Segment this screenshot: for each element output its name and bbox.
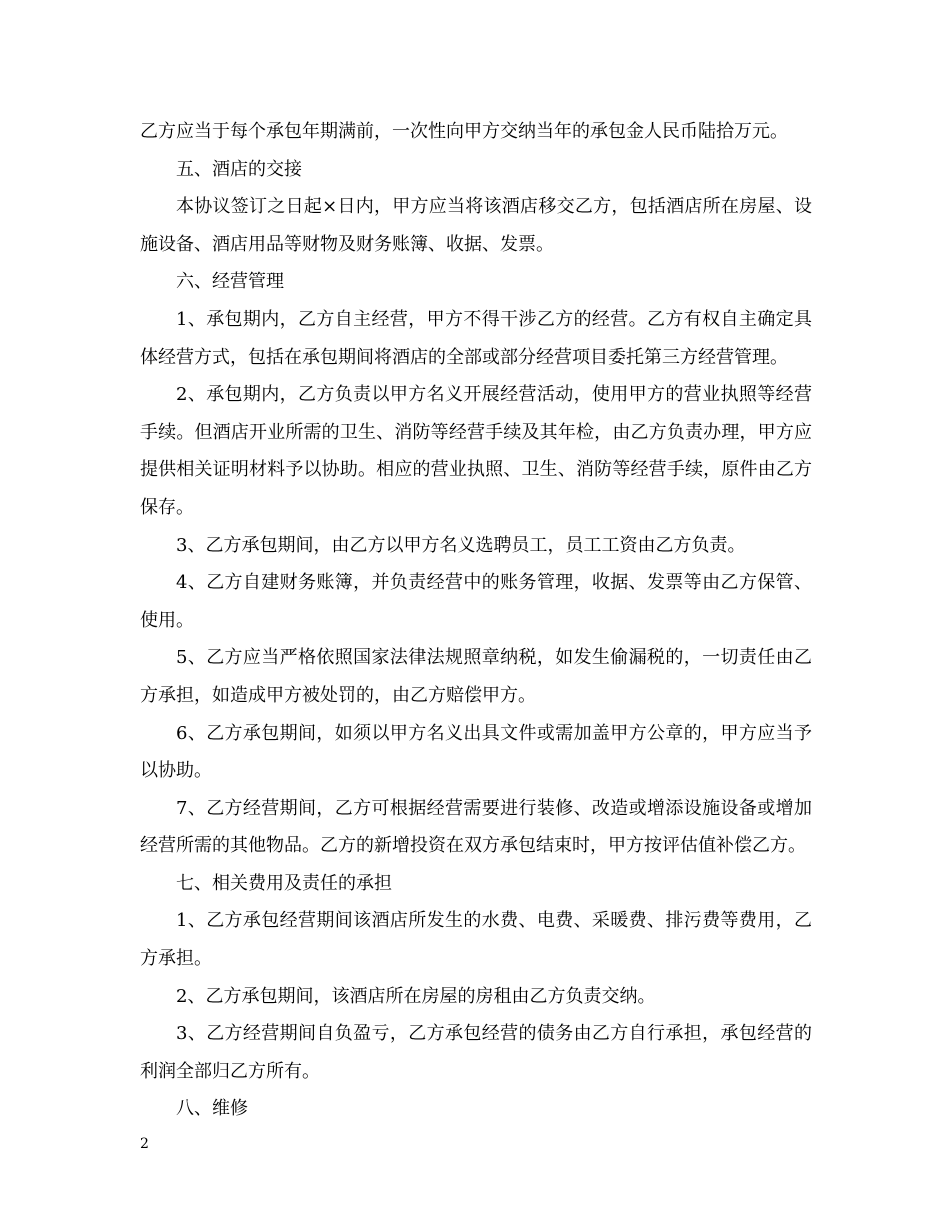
management-clause-4: 4、乙方自建财务账簿，并负责经营中的账务管理，收据、发票等由乙方保管、使用。 [140,572,812,631]
section-heading-repair: 八、维修 [176,1098,248,1120]
body-paragraph-handover: 本协议签订之日起×日内，甲方应当将该酒店移交乙方，包括酒店所在房屋、设施设备、酒店用品等财物及财务账簿、收据、发票。 [140,196,812,255]
management-clause-1: 1、承包期内，乙方自主经营，甲方不得干涉乙方的经营。乙方有权自主确定具体经营方式，包括在承包期间将酒店的全部或部分经营项目委托第三方经营管理。 [140,308,812,368]
section-heading-costs: 七、相关费用及责任的承担 [176,872,392,894]
body-paragraph-payment: 乙方应当于每个承包年期满前，一次性向甲方交纳当年的承包金人民币陆拾万元。 [140,121,788,142]
management-clause-7: 7、乙方经营期间，乙方可根据经营需要进行装修、改造或增添设施设备或增加经营所需的其他物品。乙方的新增投资在双方承包结束时，甲方按评估值补偿乙方。 [140,797,812,857]
management-clause-5: 5、乙方应当严格依照国家法律法规照章纳税，如发生偷漏税的，一切责任由乙方承担，如造成甲方被处罚的，由乙方赔偿甲方。 [140,647,812,706]
management-clause-3: 3、乙方承包期间，由乙方以甲方名义选聘员工，员工工资由乙方负责。 [176,534,746,556]
section-heading-handover: 五、酒店的交接 [176,158,302,180]
management-clause-2: 2、承包期内，乙方负责以甲方名义开展经营活动，使用甲方的营业执照等经营手续。但酒店开业所需的卫生、消防等经营手续及其年检，由乙方负责办理，甲方应提供相关证明材料予以协助。相应的营业执照、卫生、消防等经营手续，原件由乙方保存。 [140,384,812,518]
section-heading-management: 六、经营管理 [176,271,284,293]
document-body [140,113,812,1128]
page-number: 2 [140,1136,149,1152]
costs-clause-1: 1、乙方承包经营期间该酒店所发生的水费、电费、采暖费、排污费等费用，乙方承担。 [140,910,812,970]
costs-clause-2: 2、乙方承包期间，该酒店所在房屋的房租由乙方负责交纳。 [176,985,656,1007]
management-clause-6: 6、乙方承包期间，如须以甲方名义出具文件或需加盖甲方公章的，甲方应当予以协助。 [140,722,812,782]
costs-clause-3: 3、乙方经营期间自负盈亏，乙方承包经营的债务由乙方自行承担，承包经营的利润全部归乙方所有。 [140,1023,812,1082]
